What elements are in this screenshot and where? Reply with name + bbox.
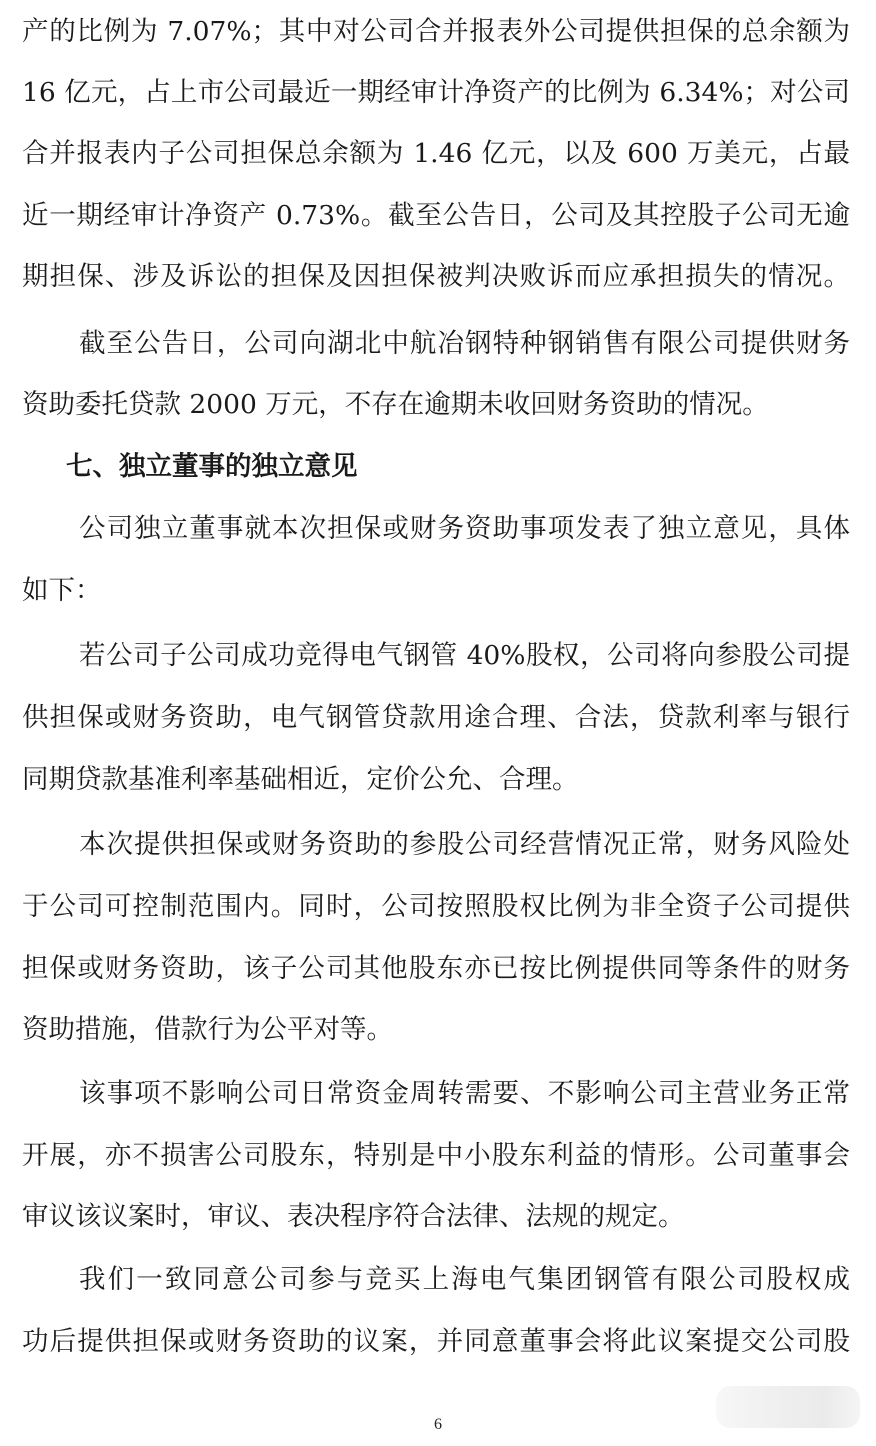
text-line: 期担保、涉及诉讼的担保及因担保被判决败诉而应承担损失的情况。 xyxy=(22,261,850,292)
text-line: 担保或财务资助，该子公司其他股东亦已按比例提供同等条件的财务 xyxy=(22,953,850,984)
text-line: 审议该议案时，审议、表决程序符合法律、法规的规定。 xyxy=(22,1201,685,1232)
text-line: 产的比例为 7.07%；其中对公司合并报表外公司提供担保的总余额为 xyxy=(22,16,850,47)
text-line: 如下： xyxy=(22,575,102,606)
text-line: 于公司可控制范围内。同时，公司按照股权比例为非全资子公司提供 xyxy=(22,891,850,922)
text-line: 合并报表内子公司担保总余额为 1.46 亿元，以及 600 万美元，占最 xyxy=(22,138,850,169)
section-heading: 七、独立董事的独立意见 xyxy=(66,451,358,482)
text-line: 功后提供担保或财务资助的议案，并同意董事会将此议案提交公司股 xyxy=(22,1326,850,1357)
text-line: 公司独立董事就本次担保或财务资助事项发表了独立意见，具体 xyxy=(79,513,850,544)
text-line: 我们一致同意公司参与竞买上海电气集团钢管有限公司股权成 xyxy=(79,1264,850,1295)
page-number: 6 xyxy=(434,1416,442,1433)
text-line: 开展，亦不损害公司股东，特别是中小股东利益的情形。公司董事会 xyxy=(22,1140,850,1171)
text-line: 同期贷款基准利率基础相近，定价公允、合理。 xyxy=(22,764,579,795)
text-line: 截至公告日，公司向湖北中航冶钢特种钢销售有限公司提供财务 xyxy=(79,328,850,359)
text-line: 16 亿元，占上市公司最近一期经审计净资产的比例为 6.34%；对公司 xyxy=(22,77,850,108)
text-line: 资助措施，借款行为公平对等。 xyxy=(22,1014,393,1045)
text-line: 资助委托贷款 2000 万元，不存在逾期未收回财务资助的情况。 xyxy=(22,389,769,420)
text-line: 若公司子公司成功竞得电气钢管 40%股权，公司将向参股公司提 xyxy=(79,640,850,671)
text-line: 该事项不影响公司日常资金周转需要、不影响公司主营业务正常 xyxy=(79,1078,850,1109)
text-line: 供担保或财务资助，电气钢管贷款用途合理、合法，贷款利率与银行 xyxy=(22,702,850,733)
text-line: 本次提供担保或财务资助的参股公司经营情况正常，财务风险处 xyxy=(79,829,850,860)
text-line: 近一期经审计净资产 0.73%。截至公告日，公司及其控股子公司无逾 xyxy=(22,200,850,231)
